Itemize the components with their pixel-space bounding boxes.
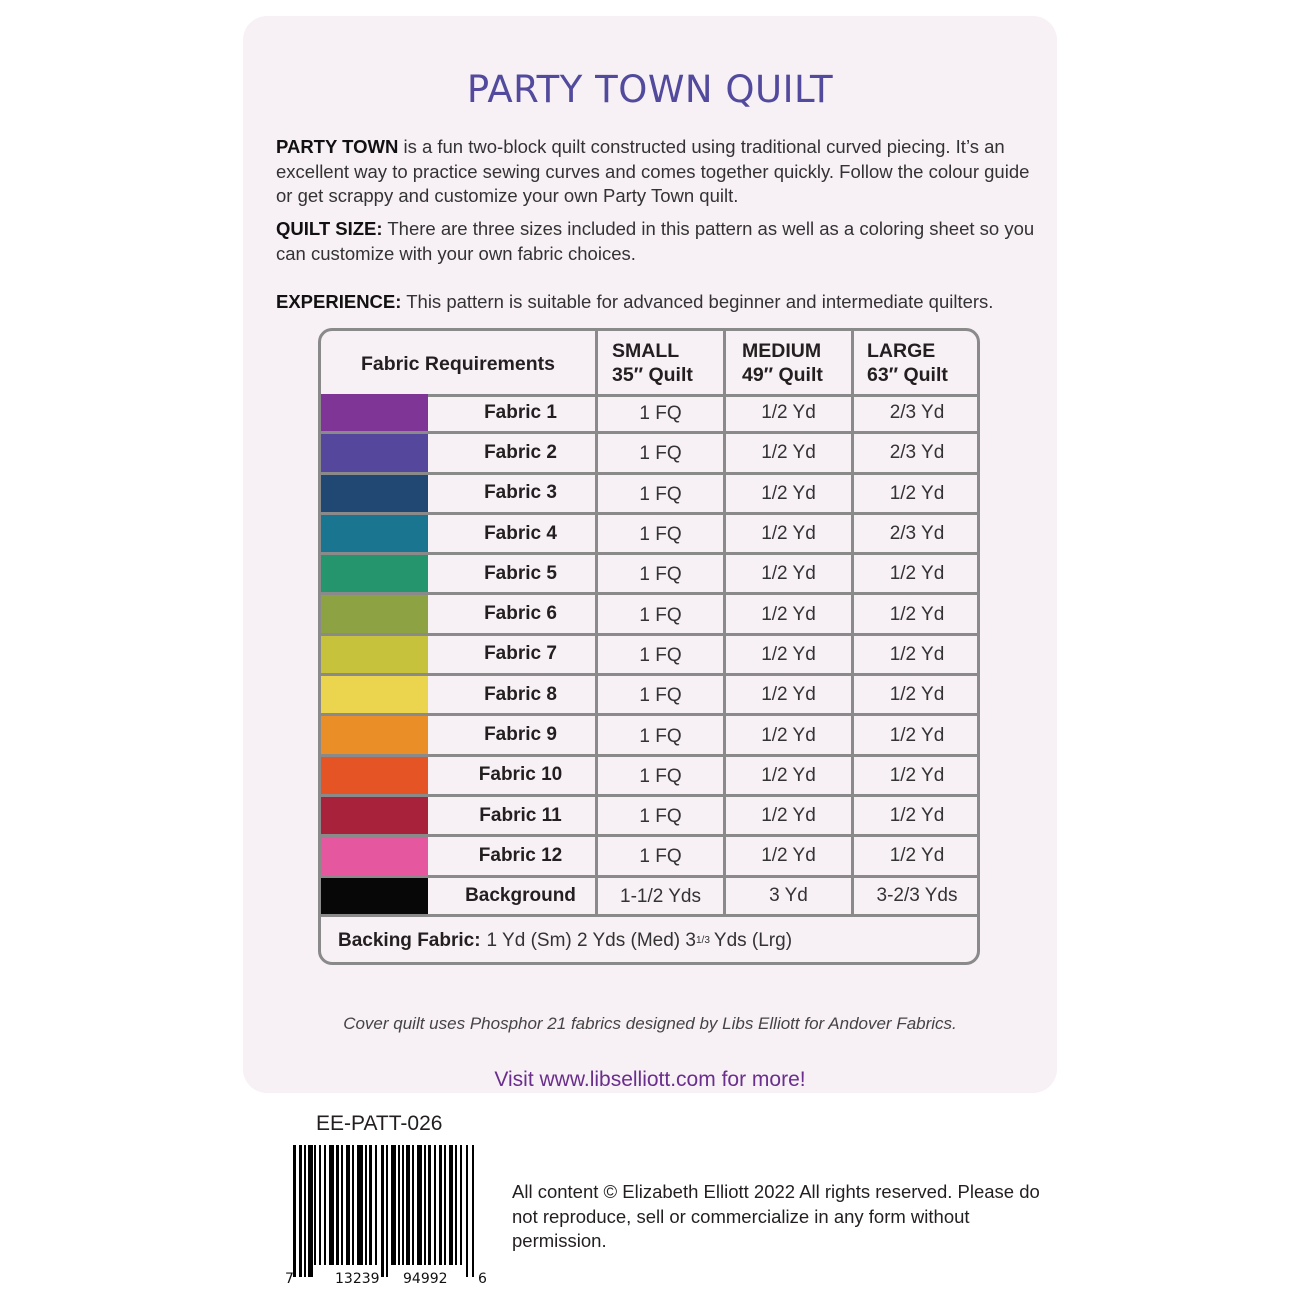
fabric-name: Fabric 7 (428, 636, 598, 673)
intro-paragraph (276, 135, 1046, 209)
backing-fraction: 1/3 (695, 935, 710, 946)
large-amount: 1/2 Yd (889, 684, 945, 706)
header-large-size: LARGE (867, 340, 936, 362)
header-large-dim: 63″ Quilt (867, 364, 948, 386)
small-amount: 1 FQ (598, 595, 726, 632)
large-amount: 2/3 Yd (889, 442, 945, 464)
backing-label: Backing Fabric: (338, 929, 481, 951)
color-swatch (321, 878, 428, 914)
color-swatch (321, 595, 428, 632)
website-link[interactable]: Visit www.libselliott.com for more! (494, 1068, 806, 1091)
quilt-size-label: QUILT SIZE: (276, 218, 383, 239)
color-swatch (321, 757, 428, 794)
table-row (321, 515, 977, 555)
small-amount: 1 FQ (598, 676, 726, 713)
large-amount: 2/3 Yd (889, 523, 945, 545)
color-swatch (321, 676, 428, 713)
table-row (321, 716, 977, 756)
small-amount: 1 FQ (598, 394, 726, 431)
copyright-notice: All content © Elizabeth Elliott 2022 All rights reserved. Please do not reproduce, sell or commercialize in any form without permission. (512, 1181, 1040, 1251)
medium-amount: 1/2 Yd (726, 555, 854, 592)
medium-amount: 1/2 Yd (726, 837, 854, 874)
fabric-name: Background (428, 878, 598, 914)
table-row (321, 636, 977, 676)
backing-pre: 1 Yd (Sm) 2 Yds (Med) 3 (486, 929, 696, 951)
small-amount: 1 FQ (598, 434, 726, 471)
large-amount: 1/2 Yd (889, 724, 945, 746)
fabric-name: Fabric 11 (428, 797, 598, 834)
large-amount: 1/2 Yd (889, 845, 945, 867)
small-amount: 1-1/2 Yds (598, 878, 726, 914)
backing-post: Yds (Lrg) (713, 929, 793, 951)
table-row (321, 434, 977, 474)
small-amount: 1 FQ (598, 555, 726, 592)
table-row (321, 757, 977, 797)
quilt-size-paragraph (276, 217, 1046, 266)
small-amount: 1 FQ (598, 716, 726, 753)
barcode-icon (285, 1145, 495, 1290)
fabric-name: Fabric 10 (428, 757, 598, 794)
large-amount: 1/2 Yd (889, 563, 945, 585)
table-row (321, 878, 977, 917)
color-swatch (321, 555, 428, 592)
barcode-digits-right: 94992 (403, 1271, 448, 1287)
color-swatch (321, 434, 428, 471)
header-medium (726, 331, 854, 394)
color-swatch (321, 837, 428, 874)
fabric-name: Fabric 1 (428, 394, 598, 431)
experience-paragraph (276, 290, 1046, 315)
color-swatch (321, 797, 428, 834)
large-amount: 3-2/3 Yds (876, 885, 958, 907)
medium-amount: 1/2 Yd (726, 515, 854, 552)
barcode-digit-last: 6 (478, 1271, 487, 1287)
small-amount: 1 FQ (598, 515, 726, 552)
fabric-name: Fabric 6 (428, 595, 598, 632)
header-small (598, 331, 726, 394)
color-swatch (321, 636, 428, 673)
medium-amount: 1/2 Yd (726, 676, 854, 713)
color-swatch (321, 515, 428, 552)
large-amount: 1/2 Yd (889, 603, 945, 625)
small-amount: 1 FQ (598, 636, 726, 673)
small-amount: 1 FQ (598, 837, 726, 874)
table-header (321, 331, 977, 397)
experience-text: This pattern is suitable for advanced beginner and intermediate quilters. (401, 291, 994, 312)
backing-fabric-row (321, 916, 977, 965)
medium-amount: 1/2 Yd (726, 757, 854, 794)
large-amount: 1/2 Yd (889, 805, 945, 827)
fabric-requirements-table (318, 328, 980, 965)
large-amount: 2/3 Yd (889, 402, 945, 424)
color-swatch (321, 475, 428, 512)
medium-amount: 1/2 Yd (726, 716, 854, 753)
fabric-name: Fabric 9 (428, 716, 598, 753)
table-row (321, 394, 977, 434)
medium-amount: 1/2 Yd (726, 797, 854, 834)
header-medium-dim: 49″ Quilt (742, 364, 823, 386)
large-amount: 1/2 Yd (889, 643, 945, 665)
medium-amount: 1/2 Yd (726, 434, 854, 471)
table-row (321, 837, 977, 877)
experience-label: EXPERIENCE: (276, 291, 402, 312)
medium-amount: 1/2 Yd (726, 475, 854, 512)
header-small-dim: 35″ Quilt (612, 364, 693, 386)
table-body (321, 394, 977, 917)
barcode-digit-first: 7 (285, 1271, 294, 1287)
fabric-name: Fabric 5 (428, 555, 598, 592)
barcode-digits-left: 13239 (335, 1271, 380, 1287)
fabric-credit: Cover quilt uses Phosphor 21 fabrics designed by Libs Elliott for Andover Fabrics. (343, 1014, 957, 1033)
small-amount: 1 FQ (598, 797, 726, 834)
intro-lead: PARTY TOWN (276, 136, 399, 157)
table-row (321, 475, 977, 515)
medium-amount: 1/2 Yd (726, 636, 854, 673)
sku-code: EE-PATT-026 (316, 1112, 443, 1135)
fabric-name: Fabric 2 (428, 434, 598, 471)
large-amount: 1/2 Yd (889, 764, 945, 786)
fabric-name: Fabric 12 (428, 837, 598, 874)
small-amount: 1 FQ (598, 757, 726, 794)
medium-amount: 1/2 Yd (726, 394, 854, 431)
table-row (321, 555, 977, 595)
header-small-size: SMALL (612, 340, 680, 362)
table-row (321, 797, 977, 837)
fabric-name: Fabric 4 (428, 515, 598, 552)
quilt-size-text: There are three sizes included in this pattern as well as a coloring sheet so you can customize with your own fabric choices. (276, 218, 1035, 264)
medium-amount: 3 Yd (726, 878, 854, 914)
color-swatch (321, 394, 428, 431)
page-title: PARTY TOWN QUILT (466, 68, 834, 111)
table-row (321, 595, 977, 635)
large-amount: 1/2 Yd (889, 482, 945, 504)
medium-amount: 1/2 Yd (726, 595, 854, 632)
header-requirements: Fabric Requirements (321, 331, 598, 394)
fabric-name: Fabric 8 (428, 676, 598, 713)
fabric-name: Fabric 3 (428, 475, 598, 512)
header-large (854, 331, 980, 394)
header-medium-size: MEDIUM (742, 340, 822, 362)
intro-text: is a fun two-block quilt constructed using traditional curved piecing. It’s an excellent way to practice sewing curves and comes together quickly. Follow the colour guide or get scrappy and customize your own Party Town quilt. (276, 136, 1030, 206)
small-amount: 1 FQ (598, 475, 726, 512)
table-row (321, 676, 977, 716)
color-swatch (321, 716, 428, 753)
